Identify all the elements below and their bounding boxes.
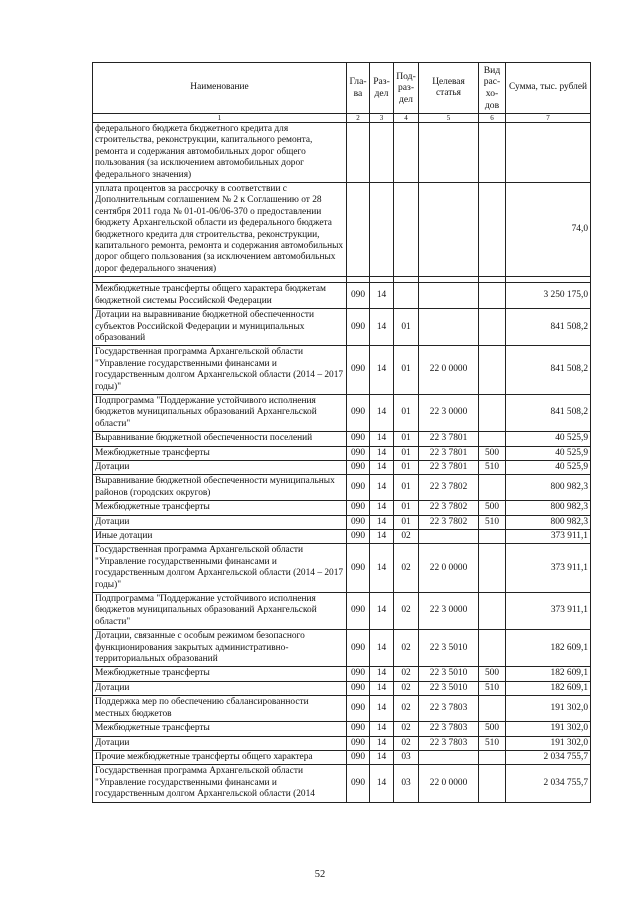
row-glava: 090 — [347, 736, 370, 750]
row-glava: 090 — [347, 722, 370, 736]
row-podrazdel: 02 — [394, 667, 419, 681]
row-glava: 090 — [347, 501, 370, 515]
row-summa: 841 508,2 — [506, 346, 591, 395]
row-tselevaya-statya: 22 3 7801 — [419, 460, 479, 474]
row-vid-raskhodov: 510 — [479, 460, 506, 474]
row-razdel: 14 — [370, 696, 394, 722]
row-tselevaya-statya — [419, 530, 479, 544]
row-name: Межбюджетные трансферты — [93, 501, 347, 515]
table-row — [93, 681, 591, 695]
row-summa: 2 034 755,7 — [506, 750, 591, 764]
row-tselevaya-statya: 22 0 0000 — [419, 765, 479, 802]
row-podrazdel: 01 — [394, 460, 419, 474]
row-tselevaya-statya: 22 3 7802 — [419, 475, 479, 501]
column-number: 3 — [370, 114, 394, 123]
row-summa: 373 911,1 — [506, 593, 591, 630]
table-row — [93, 283, 591, 309]
row-glava — [347, 123, 370, 183]
row-podrazdel: 01 — [394, 309, 419, 346]
row-summa: 182 609,1 — [506, 667, 591, 681]
row-razdel: 14 — [370, 544, 394, 593]
row-vid-raskhodov — [479, 475, 506, 501]
row-tselevaya-statya: 22 3 5010 — [419, 681, 479, 695]
row-tselevaya-statya — [419, 123, 479, 183]
row-vid-raskhodov: 500 — [479, 501, 506, 515]
row-glava: 090 — [347, 696, 370, 722]
row-name: Дотации на выравнивание бюджетной обеспеченности субъектов Российской Федерации и муниципальных образований — [93, 309, 347, 346]
row-podrazdel — [394, 283, 419, 309]
row-tselevaya-statya: 22 3 7803 — [419, 696, 479, 722]
row-razdel: 14 — [370, 722, 394, 736]
row-vid-raskhodov: 500 — [479, 722, 506, 736]
row-vid-raskhodov: 510 — [479, 515, 506, 529]
row-podrazdel: 03 — [394, 765, 419, 802]
table-body — [93, 123, 591, 803]
row-tselevaya-statya — [419, 283, 479, 309]
table-row — [93, 696, 591, 722]
row-name: Дотации, связанные с особым режимом безопасного функционирования закрытых административно-территориальных образований — [93, 630, 347, 667]
row-summa: 373 911,1 — [506, 530, 591, 544]
table-row — [93, 394, 591, 431]
row-name: Межбюджетные трансферты — [93, 667, 347, 681]
row-vid-raskhodov — [479, 765, 506, 802]
row-razdel: 14 — [370, 501, 394, 515]
row-vid-raskhodov: 510 — [479, 736, 506, 750]
row-vid-raskhodov — [479, 696, 506, 722]
row-vid-raskhodov — [479, 283, 506, 309]
row-vid-raskhodov: 510 — [479, 681, 506, 695]
header-glava: Гла- ва — [347, 63, 370, 114]
row-name: Государственная программа Архангельской области "Управление государственными финансами и государственным долгом Архангельской области (2014 — [93, 765, 347, 802]
row-name: Иные дотации — [93, 530, 347, 544]
row-summa: 74,0 — [506, 183, 591, 277]
row-name: Дотации — [93, 736, 347, 750]
column-number: 4 — [394, 114, 419, 123]
row-summa: 800 982,3 — [506, 501, 591, 515]
header-tselevaya-statya: Целевая статья — [419, 63, 479, 114]
column-number: 7 — [506, 114, 591, 123]
row-podrazdel: 02 — [394, 630, 419, 667]
row-razdel: 14 — [370, 460, 394, 474]
row-summa: 3 250 175,0 — [506, 283, 591, 309]
row-glava: 090 — [347, 765, 370, 802]
row-tselevaya-statya: 22 3 7803 — [419, 736, 479, 750]
row-vid-raskhodov — [479, 630, 506, 667]
row-razdel: 14 — [370, 736, 394, 750]
row-podrazdel: 02 — [394, 530, 419, 544]
row-tselevaya-statya: 22 0 0000 — [419, 544, 479, 593]
row-tselevaya-statya: 22 3 7801 — [419, 432, 479, 446]
row-podrazdel — [394, 123, 419, 183]
row-glava: 090 — [347, 544, 370, 593]
row-tselevaya-statya: 22 3 7802 — [419, 501, 479, 515]
table-row — [93, 346, 591, 395]
header-podrazdel: Под- раз- дел — [394, 63, 419, 114]
row-name: Выравнивание бюджетной обеспеченности муниципальных районов (городских округов) — [93, 475, 347, 501]
column-number: 6 — [479, 114, 506, 123]
row-razdel: 14 — [370, 630, 394, 667]
row-razdel: 14 — [370, 515, 394, 529]
column-number: 1 — [93, 114, 347, 123]
header-row — [93, 63, 591, 114]
row-name: Подпрограмма "Поддержание устойчивого исполнения бюджетов муниципальных образований Архангельской области" — [93, 394, 347, 431]
table-row — [93, 432, 591, 446]
row-name: Межбюджетные трансферты — [93, 446, 347, 460]
row-glava: 090 — [347, 475, 370, 501]
row-razdel: 14 — [370, 446, 394, 460]
row-name: Выравнивание бюджетной обеспеченности поселений — [93, 432, 347, 446]
row-podrazdel: 01 — [394, 394, 419, 431]
row-razdel: 14 — [370, 394, 394, 431]
header-razdel: Раз- дел — [370, 63, 394, 114]
row-razdel: 14 — [370, 750, 394, 764]
header-name: Наименование — [93, 63, 347, 114]
row-glava: 090 — [347, 593, 370, 630]
row-name: Государственная программа Архангельской области "Управление государственными финансами и государственным долгом Архангельской области (2014 – 2017 годы)" — [93, 346, 347, 395]
table-row — [93, 667, 591, 681]
row-summa — [506, 123, 591, 183]
row-podrazdel: 02 — [394, 544, 419, 593]
table-row — [93, 515, 591, 529]
row-podrazdel: 01 — [394, 446, 419, 460]
row-glava: 090 — [347, 346, 370, 395]
row-vid-raskhodov — [479, 750, 506, 764]
row-name: Межбюджетные трансферты общего характера бюджетам бюджетной системы Российской Федерации — [93, 283, 347, 309]
row-podrazdel: 01 — [394, 346, 419, 395]
table-row — [93, 722, 591, 736]
row-vid-raskhodov — [479, 530, 506, 544]
row-summa: 800 982,3 — [506, 515, 591, 529]
row-vid-raskhodov — [479, 432, 506, 446]
row-glava: 090 — [347, 530, 370, 544]
page-number: 52 — [314, 869, 326, 880]
row-summa: 191 302,0 — [506, 736, 591, 750]
row-razdel: 14 — [370, 475, 394, 501]
row-vid-raskhodov — [479, 183, 506, 277]
row-glava: 090 — [347, 750, 370, 764]
row-summa: 373 911,1 — [506, 544, 591, 593]
row-tselevaya-statya: 22 3 5010 — [419, 630, 479, 667]
row-tselevaya-statya — [419, 309, 479, 346]
row-razdel: 14 — [370, 283, 394, 309]
row-podrazdel: 02 — [394, 696, 419, 722]
row-summa: 2 034 755,7 — [506, 765, 591, 802]
row-vid-raskhodov — [479, 123, 506, 183]
row-summa: 800 982,3 — [506, 475, 591, 501]
row-name: Дотации — [93, 460, 347, 474]
row-podrazdel: 02 — [394, 681, 419, 695]
row-summa: 191 302,0 — [506, 722, 591, 736]
row-name: Дотации — [93, 681, 347, 695]
row-tselevaya-statya: 22 3 0000 — [419, 394, 479, 431]
row-name: Дотации — [93, 515, 347, 529]
row-razdel: 14 — [370, 765, 394, 802]
column-number: 5 — [419, 114, 479, 123]
row-tselevaya-statya: 22 3 7802 — [419, 515, 479, 529]
budget-table-wrapper — [92, 62, 590, 803]
row-vid-raskhodov — [479, 394, 506, 431]
row-summa: 40 525,9 — [506, 432, 591, 446]
table-row — [93, 501, 591, 515]
row-razdel: 14 — [370, 346, 394, 395]
row-summa: 182 609,1 — [506, 630, 591, 667]
table-row — [93, 530, 591, 544]
row-vid-raskhodov — [479, 593, 506, 630]
row-tselevaya-statya: 22 3 5010 — [419, 667, 479, 681]
table-row — [93, 123, 591, 183]
row-glava: 090 — [347, 309, 370, 346]
table-row — [93, 736, 591, 750]
row-glava: 090 — [347, 681, 370, 695]
row-glava: 090 — [347, 630, 370, 667]
row-podrazdel: 03 — [394, 750, 419, 764]
row-summa: 182 609,1 — [506, 681, 591, 695]
row-glava: 090 — [347, 432, 370, 446]
row-tselevaya-statya — [419, 183, 479, 277]
row-vid-raskhodov: 500 — [479, 446, 506, 460]
header-summa: Сумма, тыс. рублей — [506, 63, 591, 114]
row-vid-raskhodov — [479, 346, 506, 395]
row-razdel: 14 — [370, 681, 394, 695]
row-razdel — [370, 183, 394, 277]
row-tselevaya-statya: 22 3 7803 — [419, 722, 479, 736]
table-row — [93, 544, 591, 593]
row-tselevaya-statya — [419, 750, 479, 764]
row-name: Государственная программа Архангельской области "Управление государственными финансами и государственным долгом Архангельской области (2014 – 2017 годы)" — [93, 544, 347, 593]
row-name: Межбюджетные трансферты — [93, 722, 347, 736]
row-name: Прочие межбюджетные трансферты общего характера — [93, 750, 347, 764]
row-razdel: 14 — [370, 309, 394, 346]
row-glava: 090 — [347, 283, 370, 309]
row-podrazdel — [394, 183, 419, 277]
row-glava: 090 — [347, 460, 370, 474]
row-name: Поддержка мер по обеспечению сбалансированности местных бюджетов — [93, 696, 347, 722]
row-razdel: 14 — [370, 593, 394, 630]
row-name: федерального бюджета бюджетного кредита для строительства, реконструкции, капитального ремонта, ремонта и содержания автомобильных дорог общего пользования (за исключением автомобильных дорог федерального значения) — [93, 123, 347, 183]
row-summa: 841 508,2 — [506, 394, 591, 431]
row-podrazdel: 01 — [394, 515, 419, 529]
row-glava: 090 — [347, 515, 370, 529]
row-podrazdel: 02 — [394, 593, 419, 630]
row-glava — [347, 183, 370, 277]
row-glava: 090 — [347, 394, 370, 431]
row-vid-raskhodov — [479, 309, 506, 346]
row-tselevaya-statya: 22 0 0000 — [419, 346, 479, 395]
table-row — [93, 593, 591, 630]
row-podrazdel: 01 — [394, 432, 419, 446]
row-podrazdel: 01 — [394, 475, 419, 501]
table-row — [93, 446, 591, 460]
row-razdel — [370, 123, 394, 183]
row-summa: 40 525,9 — [506, 460, 591, 474]
row-summa: 191 302,0 — [506, 696, 591, 722]
row-name: уплата процентов за рассрочку в соответствии с Дополнительным соглашением № 2 к Соглашению от 28 сентября 2011 года № 01-01-06/06-370 о предоставлении бюджету Архангельской области из федерального бюджета бюджетного кредита для строительства, реконструкции, капитального ремонта, ремонта и содержания автомобильных дорог общего пользования (за исключением автомобильных дорог федерального значения) — [93, 183, 347, 277]
row-name: Подпрограмма "Поддержание устойчивого исполнения бюджетов муниципальных образований Архангельской области" — [93, 593, 347, 630]
header-vid-raskhodov: Вид рас- хо- дов — [479, 63, 506, 114]
table-row — [93, 475, 591, 501]
table-row — [93, 765, 591, 802]
row-tselevaya-statya: 22 3 7801 — [419, 446, 479, 460]
table-row — [93, 750, 591, 764]
row-tselevaya-statya: 22 3 0000 — [419, 593, 479, 630]
table-row — [93, 630, 591, 667]
row-summa: 841 508,2 — [506, 309, 591, 346]
row-razdel: 14 — [370, 432, 394, 446]
row-razdel: 14 — [370, 530, 394, 544]
row-podrazdel: 01 — [394, 501, 419, 515]
table-row — [93, 460, 591, 474]
table-row — [93, 183, 591, 277]
column-number: 2 — [347, 114, 370, 123]
row-podrazdel: 02 — [394, 722, 419, 736]
row-glava: 090 — [347, 446, 370, 460]
table-row — [93, 309, 591, 346]
row-summa: 40 525,9 — [506, 446, 591, 460]
budget-table — [92, 62, 591, 803]
row-podrazdel: 02 — [394, 736, 419, 750]
row-razdel: 14 — [370, 667, 394, 681]
row-vid-raskhodov — [479, 544, 506, 593]
column-number-row — [93, 114, 591, 123]
row-vid-raskhodov: 500 — [479, 667, 506, 681]
row-glava: 090 — [347, 667, 370, 681]
